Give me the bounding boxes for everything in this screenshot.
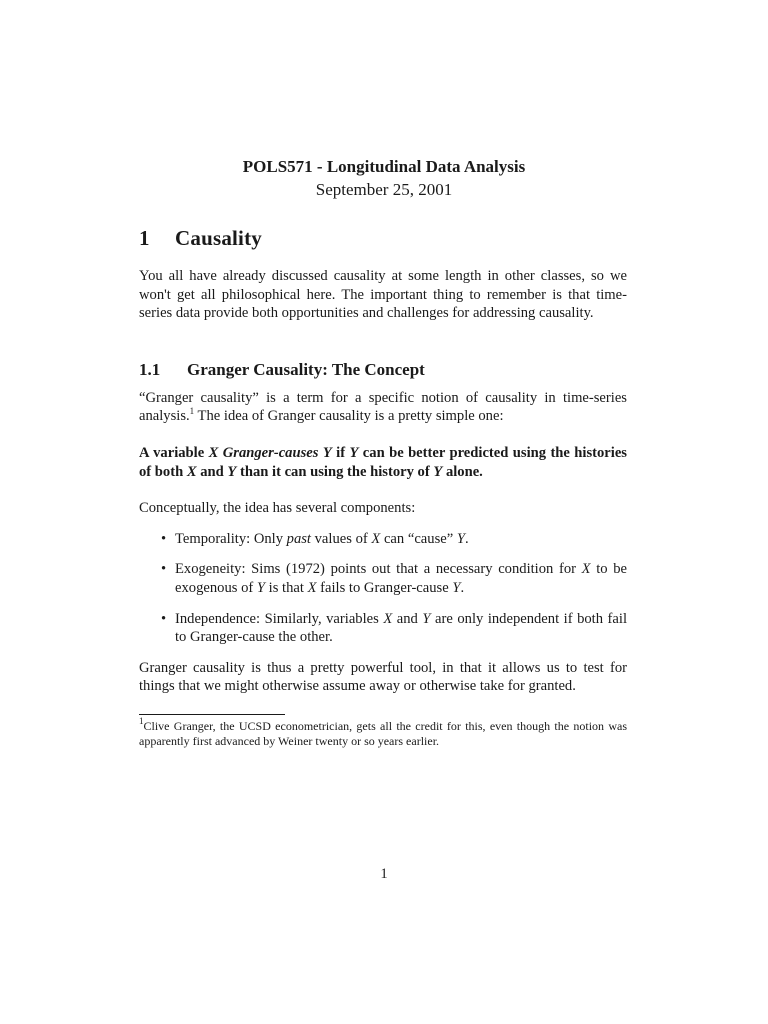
definition-text: and — [196, 463, 228, 480]
math-var-y: Y — [433, 463, 443, 480]
granger-intro-text-cont: The idea of Granger causality is a pretty simple one: — [194, 408, 504, 425]
page-number: 1 — [380, 866, 388, 882]
closing-paragraph: Granger causality is thus a pretty powerful tool, in that it allows us to test for things that we might otherwise assume away or otherwise take for granted. — [139, 659, 627, 695]
components-list — [139, 530, 627, 647]
definition-text: if — [331, 444, 350, 461]
definition-text: than it can using the history of — [236, 463, 434, 480]
list-item-text: Temporality: Only — [175, 530, 287, 547]
subsection-title: Granger Causality: The Concept — [187, 359, 425, 379]
subsection-heading — [139, 359, 627, 381]
footnote-reference: 1 — [189, 406, 195, 417]
granger-intro-text: “Granger causality” is a term for a specific notion of causality in time-series analysis. — [139, 389, 627, 425]
list-item-text: is that — [265, 579, 308, 596]
math-var-y: Y — [322, 444, 332, 461]
list-item — [139, 610, 627, 647]
footnote-text: Clive Granger, the UCSD econometrician, gets all the credit for this, even though the notion was apparently first advanced by Weiner twenty or so years earlier. — [139, 718, 627, 748]
emphasis-text: past — [286, 530, 311, 547]
list-item-text: can “cause” — [380, 530, 457, 547]
section-number: 1 — [139, 226, 150, 250]
definition-term: Granger-causes — [222, 444, 319, 461]
list-item — [139, 530, 627, 549]
list-item-text: . — [460, 579, 465, 596]
list-item — [139, 560, 627, 597]
math-var-x: X — [307, 579, 317, 596]
definition-text: A variable — [139, 444, 209, 461]
document-body — [139, 223, 627, 749]
section-title: Causality — [175, 226, 262, 250]
math-var-x: X — [208, 444, 219, 461]
math-var-y: Y — [349, 444, 359, 461]
list-item-text: and — [392, 610, 423, 627]
math-var-x: X — [581, 561, 591, 578]
title-block — [0, 156, 768, 201]
math-var-y: Y — [452, 579, 461, 596]
components-lead: Conceptually, the idea has several components: — [139, 500, 416, 517]
granger-intro-paragraph — [139, 389, 627, 426]
list-item-text: Exogeneity: Sims (1972) points out that a necessary condition for — [175, 561, 582, 578]
section-heading — [139, 223, 627, 253]
definition-text: can be better predicted using the histories of both — [139, 444, 627, 480]
math-var-y: Y — [456, 530, 465, 547]
list-item-text: . — [464, 530, 469, 547]
definition-text: alone. — [442, 463, 483, 480]
footnote-divider — [139, 714, 285, 715]
granger-definition — [139, 444, 627, 481]
math-var-y: Y — [227, 463, 237, 480]
math-var-x: X — [383, 610, 393, 627]
list-item-text: values of — [310, 530, 372, 547]
footnote — [139, 715, 627, 749]
document-title: POLS571 - Longitudinal Data Analysis — [242, 157, 526, 176]
bullet-icon: • — [161, 610, 167, 627]
list-item-text: fails to Granger-cause — [316, 579, 453, 596]
list-item-text: to be exogenous of — [175, 561, 627, 596]
section-intro-paragraph: You all have already discussed causality at some length in other classes, so we won't get all philosophical here. The important thing to remember is that time-series data provide both opportunities and challenges for addressing causality. — [139, 268, 627, 322]
math-var-y: Y — [422, 610, 431, 627]
math-var-x: X — [371, 530, 381, 547]
math-var-x: X — [186, 463, 197, 480]
subsection-number: 1.1 — [139, 359, 161, 379]
document-date: September 25, 2001 — [315, 180, 453, 199]
list-item-text: are only independent if both fail to Granger-cause the other. — [175, 610, 627, 646]
list-item-text: Independence: Similarly, variables — [175, 610, 384, 627]
bullet-icon: • — [161, 561, 167, 578]
footnote-mark: 1 — [139, 715, 144, 726]
math-var-y: Y — [256, 579, 265, 596]
bullet-icon: • — [161, 530, 167, 547]
